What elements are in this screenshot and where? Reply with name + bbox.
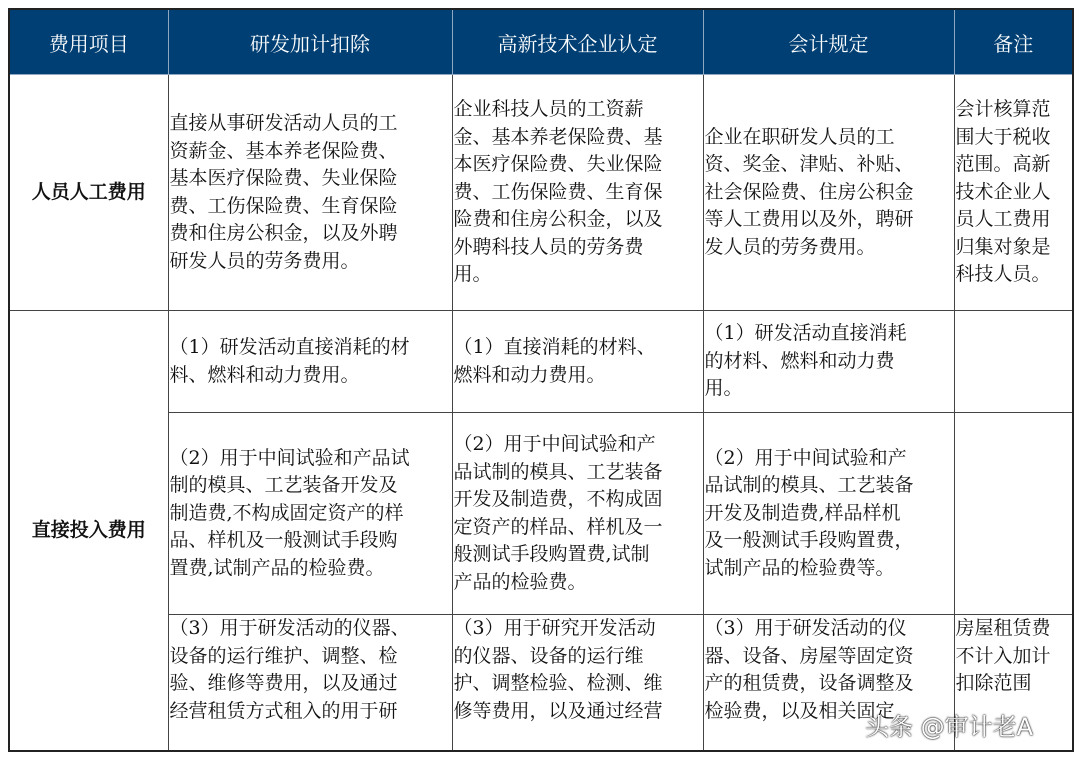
column-header: 研发加计扣除 <box>168 9 452 75</box>
cell-line: 员人工费用 <box>955 208 1051 231</box>
cell-line: 费和住房公积金，以及外聘 <box>169 222 398 244</box>
cell-line: 资薪金、基本养老保险费、 <box>169 139 398 162</box>
table-cell <box>452 75 703 311</box>
table-cell <box>168 75 452 311</box>
cell-line: 开发及制造费,样品样机 <box>704 501 901 524</box>
cell-line: 品、样机及一般测试手段购 <box>169 529 398 552</box>
cell-line: 费、工伤保险费、生育保险 <box>169 194 398 217</box>
table-cell <box>168 413 452 615</box>
cell-line: 品试制的模具、工艺装备 <box>704 474 914 497</box>
cell-line: 检验费，以及相关固定 <box>704 699 895 722</box>
column-header: 费用项目 <box>9 9 168 75</box>
header-row <box>9 9 1073 75</box>
category-cell: 人员人工费用 <box>9 75 168 311</box>
cell-line: 本医疗保险费、失业保险 <box>453 153 663 176</box>
table-cell <box>452 311 703 413</box>
cell-line: 设备的运行维护、调整、检 <box>169 644 398 667</box>
table-row <box>9 75 1073 311</box>
cell-line: 试制产品的检验费等。 <box>704 556 895 579</box>
table-cell <box>703 413 954 615</box>
cell-line: （1）直接消耗的材料、 <box>453 336 656 358</box>
cell-line: 费、工伤保险费、生育保 <box>453 180 663 203</box>
cell-line: 企业科技人员的工资薪 <box>453 98 644 121</box>
cell-line: 社会保险费、住房公积金 <box>704 180 914 203</box>
cell-line: 围大于税收 <box>955 125 1051 148</box>
cell-line: （1）研发活动直接消耗 <box>704 322 907 345</box>
cell-line: 修等费用，以及通过经营 <box>453 699 663 722</box>
cell-line: 及一般测试手段购置费， <box>704 529 914 552</box>
cell-line: 器、设备、房屋等固定资 <box>704 644 914 667</box>
cell-line: 会计核算范 <box>955 98 1051 121</box>
cell-line: 置费,试制产品的检验费。 <box>169 556 385 579</box>
cell-line: （2）用于中间试验和产品试 <box>169 446 410 469</box>
column-header: 高新技术企业认定 <box>452 9 703 75</box>
table-cell <box>954 413 1073 615</box>
cell-line: （3）用于研究开发活动 <box>453 617 656 639</box>
cell-line: 品试制的模具、工艺装备 <box>453 460 663 483</box>
table-cell <box>452 413 703 615</box>
table-row <box>9 311 1073 413</box>
table-row <box>9 413 1073 615</box>
cell-line: 直接从事研发活动人员的工 <box>169 112 398 134</box>
table-cell <box>954 311 1073 413</box>
cell-line: 护、调整检验、检测、维 <box>453 672 663 694</box>
cell-line: 验、维修等费用，以及通过 <box>169 672 398 694</box>
comparison-table <box>8 8 1074 752</box>
cell-line: 险费和住房公积金，以及 <box>453 208 663 231</box>
cell-line: （3）用于研发活动的仪器、 <box>169 617 410 639</box>
table-cell <box>703 311 954 413</box>
cell-line: 企业在职研发人员的工 <box>704 125 895 148</box>
cell-line: 用。 <box>453 263 492 286</box>
cell-line: 不计入加计 <box>955 644 1051 667</box>
cell-line: 燃料和动力费用。 <box>453 363 606 386</box>
column-header: 备注 <box>954 9 1073 75</box>
table-cell <box>168 311 452 413</box>
column-header: 会计规定 <box>703 9 954 75</box>
table-cell <box>703 75 954 311</box>
cell-line: 范围。高新 <box>955 153 1051 176</box>
cell-line: 产品的检验费。 <box>453 570 587 593</box>
cell-line: （3）用于研发活动的仪 <box>704 617 907 639</box>
cell-line: （2）用于中间试验和产 <box>704 446 907 469</box>
table-cell <box>452 615 703 751</box>
cell-line: 房屋租赁费 <box>955 617 1051 639</box>
cell-line: 制的模具、工艺装备开发及 <box>169 474 398 497</box>
cell-line: 制造费,不构成固定资产的样 <box>169 501 404 524</box>
cell-line: 发人员的劳务费用。 <box>704 235 876 258</box>
cell-line: 资、奖金、津贴、补贴、 <box>704 153 914 176</box>
cell-line: 扣除范围 <box>955 672 1032 694</box>
cell-line: 开发及制造费，不构成固 <box>453 488 663 510</box>
category-cell: 直接投入费用 <box>9 311 168 751</box>
cell-line: 归集对象是 <box>955 235 1051 258</box>
cell-line: 技术企业人 <box>955 180 1051 203</box>
cell-line: （2）用于中间试验和产 <box>453 433 656 455</box>
cell-line: 料、燃料和动力费用。 <box>169 363 360 386</box>
cell-line: 定资产的样品、样机及一 <box>453 515 663 538</box>
cell-line: 等人工费用以及外，聘研 <box>704 208 914 231</box>
cell-line: 的材料、燃料和动力费 <box>704 349 895 372</box>
cell-line: 基本医疗保险费、失业保险 <box>169 167 398 189</box>
table-cell <box>168 615 452 751</box>
cell-line: 用。 <box>704 377 743 400</box>
cell-line: 金、基本养老保险费、基 <box>453 125 663 148</box>
cell-line: 外聘科技人员的劳务费 <box>453 235 644 258</box>
table-cell <box>954 75 1073 311</box>
cell-line: 科技人员。 <box>955 263 1051 286</box>
watermark: 头条 @审计老A <box>865 713 1034 741</box>
cell-line: （1）研发活动直接消耗的材 <box>169 336 410 358</box>
cell-line: 般测试手段购置费,试制 <box>453 543 650 565</box>
cell-line: 产的租赁费，设备调整及 <box>704 672 914 694</box>
cell-line: 经营租赁方式租入的用于研 <box>169 699 398 722</box>
cell-line: 研发人员的劳务费用。 <box>169 249 360 272</box>
cell-line: 的仪器、设备的运行维 <box>453 644 644 667</box>
